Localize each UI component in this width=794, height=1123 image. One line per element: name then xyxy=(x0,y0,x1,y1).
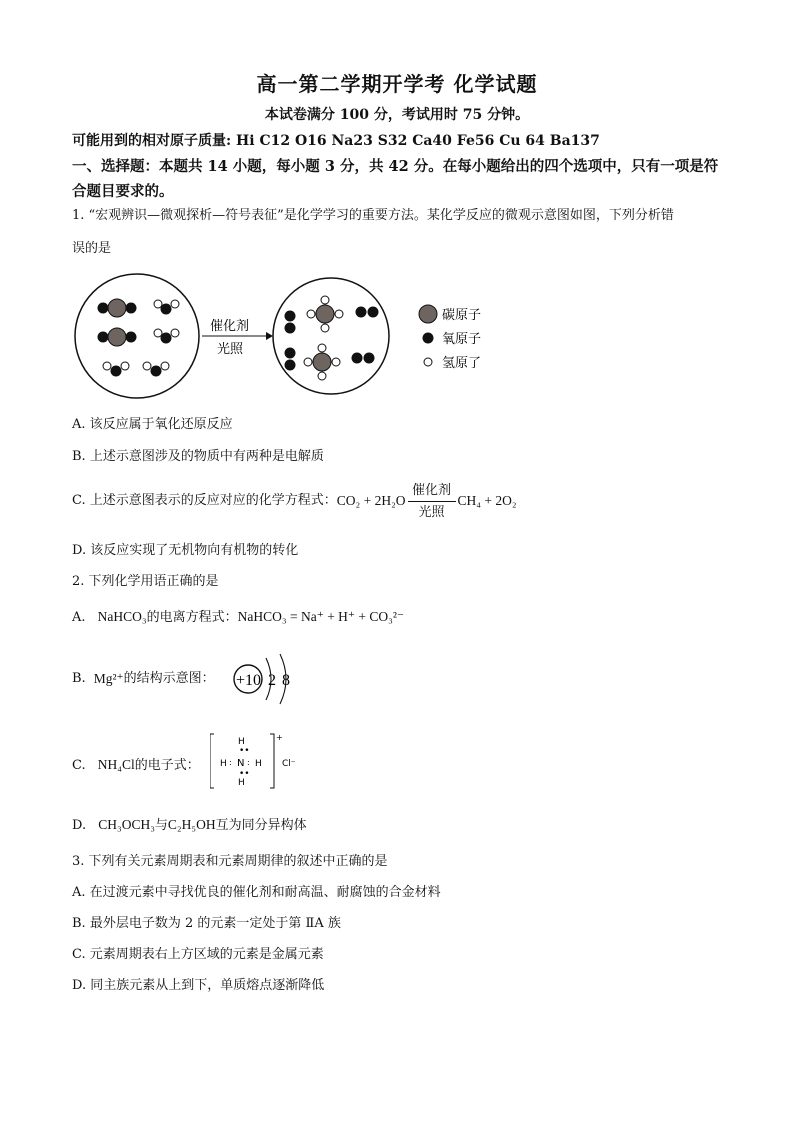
q2-option-a[interactable] xyxy=(72,607,404,628)
cation-charge: + xyxy=(276,733,283,742)
q2-d-species-2: C₂H₅OH xyxy=(167,817,216,832)
ch4-molecule xyxy=(307,296,343,332)
condition-arrow xyxy=(406,481,458,521)
ch4-molecule xyxy=(304,344,340,380)
q3-option-b[interactable]: B. 最外层电子数为 2 的元素一定处于第 ⅡA 族 xyxy=(72,916,341,931)
q2-d-prefix: D. xyxy=(72,818,87,833)
mg-ion-structure-diagram xyxy=(230,650,300,708)
q1-option-b[interactable]: B. 上述示意图涉及的物质中有两种是电解质 xyxy=(72,449,324,464)
h2o-molecule xyxy=(103,362,129,377)
q2-option-c[interactable] xyxy=(72,755,200,776)
hydrogen-atom-icon xyxy=(424,358,432,366)
nh4cl-electron-formula xyxy=(210,730,305,792)
section-heading: 一、选择题：本题共 14 小题，每小题 3 分，共 42 分。在每小题给出的四个选项中，只有一项是符合题目要求的。 xyxy=(72,158,719,200)
o2-molecule xyxy=(285,348,296,371)
q2-stem: 2. 下列化学用语正确的是 xyxy=(72,574,219,589)
q2-a-equation: NaHCO₃ = Na⁺ + H⁺ + CO₃²⁻ xyxy=(237,609,405,624)
legend-carbon: 碳原子 xyxy=(442,308,482,323)
n-center: N xyxy=(237,758,245,769)
q2-b-prefix: B. xyxy=(72,671,86,686)
arrow-bottom-label: 光照 xyxy=(217,342,244,357)
h2o-molecule xyxy=(154,300,179,315)
h-left: H xyxy=(220,759,227,769)
q2-d-text: 互为同分异构体 xyxy=(215,818,307,833)
q1-stem-line2: 误的是 xyxy=(72,241,112,256)
h2o-molecule xyxy=(154,329,179,344)
q2-d-species-1: CH₃OCH₃ xyxy=(98,817,155,832)
q3-option-c[interactable]: C. 元素周期表右上方区域的元素是金属元素 xyxy=(72,947,324,962)
q2-b-text: 的结构示意图： xyxy=(123,671,215,686)
o2-molecule xyxy=(285,311,296,334)
products-circle xyxy=(273,278,389,394)
shell-2-electrons: 8 xyxy=(282,672,290,689)
o2-molecule xyxy=(356,307,379,318)
svg-text:••: •• xyxy=(239,746,250,756)
q2-d-mid: 与 xyxy=(154,818,168,833)
co2-molecule xyxy=(98,299,137,317)
q2-b-species: Mg²⁺ xyxy=(93,671,124,686)
q1-option-c-lhs: CO₂ + 2H₂O xyxy=(336,493,406,508)
q1-option-c[interactable] xyxy=(72,481,517,521)
q2-a-text: 的电离方程式： xyxy=(146,610,238,625)
h-bottom: H xyxy=(238,778,245,788)
chloride-ion: Cl⁻ xyxy=(282,759,296,769)
h2o-molecule xyxy=(143,362,169,377)
reactants-circle xyxy=(75,274,199,398)
legend xyxy=(419,305,481,371)
nucleus-charge: +10 xyxy=(236,672,262,689)
q2-c-species: NH₄Cl xyxy=(97,757,135,772)
q3-option-a[interactable]: A. 在过渡元素中寻找优良的催化剂和耐高温、耐腐蚀的合金材料 xyxy=(72,885,441,900)
h-top: H xyxy=(238,737,245,747)
co2-molecule xyxy=(98,328,137,346)
o2-molecule xyxy=(352,353,375,364)
q3-stem: 3. 下列有关元素周期表和元素周期律的叙述中正确的是 xyxy=(72,854,388,869)
reaction-diagram xyxy=(70,270,510,405)
h-right: H xyxy=(255,759,262,769)
q2-c-text: 的电子式： xyxy=(134,758,200,773)
atomic-masses: 可能用到的相对原子质量: Hi C12 O16 Na23 S32 Ca40 Fe56 Cu 64 Ba137 xyxy=(72,133,600,149)
page-title: 高一第二学期开学考 化学试题 xyxy=(256,72,538,96)
arrow-top-label: 催化剂 xyxy=(210,319,250,334)
condition-bottom: 光照 xyxy=(418,505,445,520)
legend-oxygen: 氧原子 xyxy=(442,332,482,347)
exam-info: 本试卷满分 100 分，考试用时 75 分钟。 xyxy=(264,107,530,123)
q1-option-d[interactable]: D. 该反应实现了无机物向有机物的转化 xyxy=(72,543,299,558)
q2-a-species: NaHCO₃ xyxy=(97,609,147,624)
q2-option-d[interactable] xyxy=(72,815,307,836)
svg-text::: : xyxy=(247,758,250,767)
q2-c-prefix: C. xyxy=(72,758,86,773)
q1-option-a[interactable]: A. 该反应属于氧化还原反应 xyxy=(72,417,233,432)
carbon-atom-icon xyxy=(419,305,437,323)
q1-option-c-rhs: CH₄ + 2O₂ xyxy=(457,493,517,508)
q1-stem-line1: 1. “宏观辨识—微观探析—符号表征”是化学学习的重要方法。某化学反应的微观示意图如图，下列分析错 xyxy=(72,208,674,223)
q1-option-c-text: C. 上述示意图表示的反应对应的化学方程式： xyxy=(72,493,337,508)
svg-text:••: •• xyxy=(239,769,250,779)
shell-1-electrons: 2 xyxy=(268,672,276,689)
svg-text::: : xyxy=(229,758,232,767)
oxygen-atom-icon xyxy=(423,333,434,344)
legend-hydrogen: 氢原了 xyxy=(442,356,482,371)
q3-option-d[interactable]: D. 同主族元素从上到下，单质熔点逐渐降低 xyxy=(72,978,325,993)
q2-a-prefix: A. xyxy=(72,610,86,625)
q2-option-b[interactable] xyxy=(72,669,215,689)
condition-top: 催化剂 xyxy=(412,483,452,498)
